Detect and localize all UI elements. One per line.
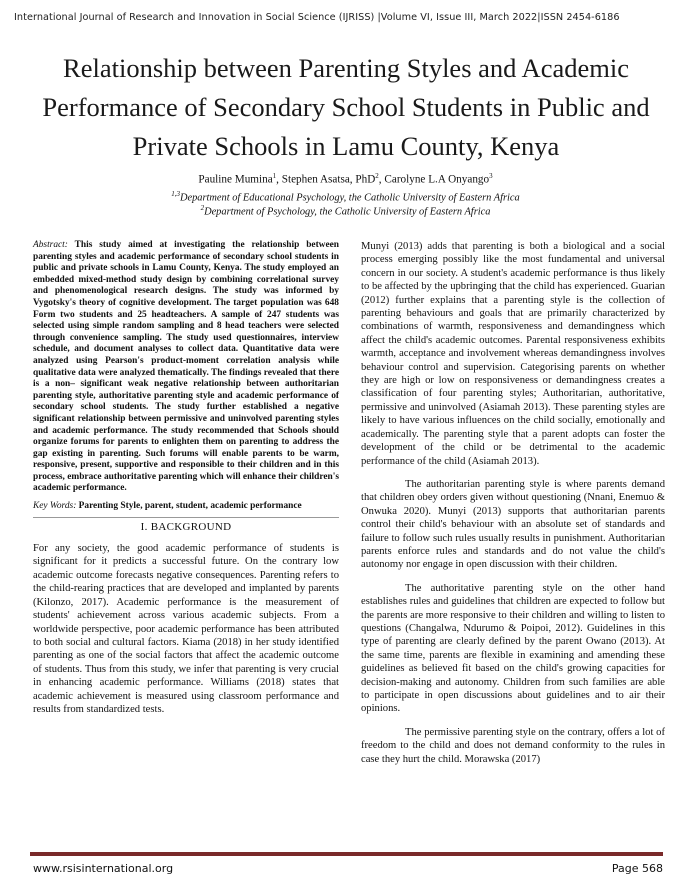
author-1-sup: 1 [272, 172, 277, 180]
author-2-sup: 2 [375, 172, 379, 180]
paper-title: Relationship between Parenting Styles and Academic Performance of Secondary School Students in Public and Private Schools in Lamu County, Kenya [42, 53, 650, 161]
author-3-sup: 3 [489, 172, 493, 180]
left-column [33, 240, 339, 716]
affiliation-2 [0, 204, 691, 217]
keywords-text: Parenting Style, parent, student, academic performance [78, 501, 302, 512]
author-3: Carolyne L.A Onyango [384, 173, 490, 186]
left-body-paragraph: For any society, the good academic performance of students is significant for it predicts a successful future. On the contrary low academic outcome forecasts negative consequences. Parenting refers to the child-rearing practices that are developed and implanted by parents (Kilonzo, 2017). Academic performance is the measurement of students' achievement across various academic subjects. From a worldwide perspective, poor academic performance has been attributed to both social and cultural factors. Kiama (2018) in her study identified parenting as one of the social factors that affect the academic outcome of students. Thus from this study, we infer that parenting is very crucial in enhancing academic performance. Williams (2018) states that academic achievement is measured using classroom performance and results from standardized tests. [33, 543, 339, 715]
section-heading: I. BACKGROUND [140, 520, 232, 533]
keywords-label: Key Words: [33, 501, 77, 512]
right-paragraph-4: The permissive parenting style on the contrary, offers a lot of freedom to the child and does not demand conformity to the rules in case they hurt the child. Morawska (2017) [361, 726, 665, 765]
footer-rule [30, 852, 663, 856]
keywords [33, 501, 339, 513]
author-1: Pauline Mumina [198, 173, 273, 186]
page-number: Page 568 [611, 862, 663, 875]
affiliation-2-sup: 2 [200, 204, 205, 212]
footer-url-link[interactable]: www.rsisinternational.org [33, 862, 174, 875]
author-2: Stephen Asatsa, PhD [281, 173, 376, 186]
abstract-text: This study aimed at investigating the relationship between parenting styles and academic performance of secondary school students in public and private schools in Lamu County, Kenya. The study employed an embedded mixed-method study design by combining correlational survey and phenomenological research designs. The study was informed by Vygotsky's theory of cognitive development. The target population was 648 Form two students and 25 headteachers. A sample of 247 students was selected using simple random sampling and 8 head teachers were selected through convenience sampling. The study used questionnaires, interview schedule, and document analyses to collect data. Quantitative data were analyzed using Pearson's product-moment correlation analysis while qualitative data were analyzed thematically. The findings revealed that there is a non– significant weak negative relationship between authoritarian parenting style, authoritative parenting style and academic performance of secondary school students. The study further established a negative significant relationship between permissive and uninvolved parenting styles and academic performance. The study recommended that Schools should organize forums for parents to enlighten them on parenting to address the gap existing in parenting. Such forums will enable parents to be warm, responsive, present, supportive and responsible to their children and in this process, embrace authoritative parenting which will enhance their children's academic performance. [33, 240, 339, 494]
right-paragraph-2: The authoritarian parenting style is where parents demand that children obey orders given without questioning (Nnani, Enemuo & Onwuka 2020). Munyi (2013) supports that authoritarian parents control their child's behaviour with an absolute set of standards and failure to follow such rules usually results in punishment. Authoritarian parents enforce rules and standards and do not value the child's autonomy nor engage in open discussion with their children. [361, 478, 665, 571]
right-column [361, 240, 665, 776]
affiliation-1-sup: 1,3 [171, 190, 180, 198]
section-divider [33, 517, 339, 518]
right-paragraph-1: Munyi (2013) adds that parenting is both a biological and a social process emerging possibly like the most fundamental and universal concern in our society. A student's academic performance is thus likely to be affected by the upbringing that the child has experienced. Guarian (2012) further explains that a parenting style is the collection of parenting behaviours and goals that are primarily characterized by combinations of warmth, responsiveness and demandingness which affect the child's academic outcomes. Parental responsiveness exhibits warmth, acceptance and involvement whereas demandingness involves behaviour control and supervision. Categorising parents on whether they are high or low on responsiveness or demandingness creates a classification of four parenting styles; Authoritarian, authoritative, permissive and uninvolved (Asiamah 2013). These parenting styles are likely to have various influences on the child socially, emotionally and academically. The parenting style that a parent adopts can foster the development of the child or be detrimental to the academic performance of the child (Asiamah 2013). [361, 241, 665, 467]
affiliation-1-text: Department of Educational Psychology, the Catholic University of Eastern Africa [179, 192, 520, 204]
author-line: Pauline Mumina$^1$, Stephen Asatsa, PhD$^2$, Carolyne L.A Onyango$^3$ [198, 172, 493, 186]
abstract-label: Abstract: [33, 240, 68, 250]
affiliation-1 [0, 190, 691, 203]
journal-header: International Journal of Research and Innovation in Social Science (IJRISS) |Volume VI, Issue III, March 2022|ISSN 2454-6186 [14, 12, 620, 23]
abstract [33, 240, 339, 495]
right-paragraph-3: The authoritative parenting style on the other hand establishes rules and guidelines that children are expected to follow but the parents are more responsive to their children and willing to listen to questions (Changalwa, Ndurumo & Poipoi, 2012). Guidelines in this type of parenting are clearly defined by the parent Owano (2013). At the same time, parents are flexible in examining and amending these guidelines as believed fit based on the child's growing capacities for decision-making and autonomy. Children from such families are able to participate in open discussions about guidelines and to air their opinions. [361, 582, 665, 715]
affiliation-2-text: Department of Psychology, the Catholic University of Eastern Africa [204, 206, 491, 218]
